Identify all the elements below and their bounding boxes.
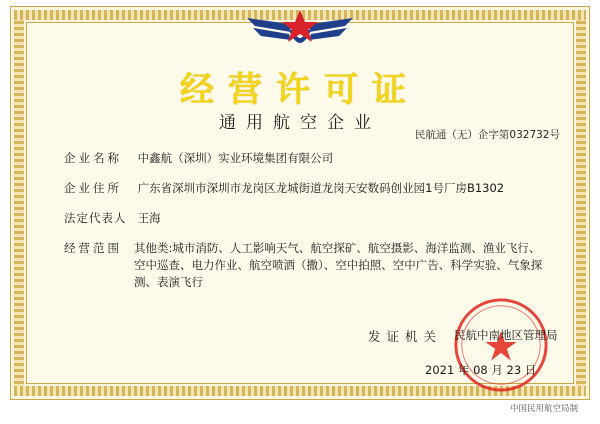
permit-number: 民航通（无）企字第032732号 — [414, 129, 560, 141]
issuer-footer: 中国民用航空局制 — [509, 404, 578, 414]
issue-date: 2021 年 08 月 23 日 — [425, 363, 537, 377]
issuer-value: 民航中南地区管理局 — [454, 328, 558, 342]
field-legal-representative — [64, 210, 161, 226]
field-business-scope — [64, 240, 544, 291]
issuer-label: 发证机关 — [368, 329, 443, 344]
certificate-title: 经营许可证 — [180, 70, 420, 110]
certificate-subtitle: 通用航空企业 — [219, 113, 381, 133]
field-value: 其他类:城市消防、人工影响天气、航空探矿、航空摄影、海洋监测、渔业飞行、空中巡查、电力作业、航空喷洒（撒）、空中拍照、空中广告、科学实验、气象探测、表演飞行 — [134, 241, 543, 289]
field-company-address — [64, 180, 504, 196]
field-label: 企业住所 — [64, 181, 122, 195]
field-value: 广东省深圳市深圳市龙岗区龙城街道龙岗天安数码创业园1号厂房B1302 — [137, 181, 505, 195]
field-label: 法定代表人 — [64, 211, 127, 225]
field-value: 中鑫航（深圳）实业环境集团有限公司 — [137, 151, 334, 165]
caac-wings-emblem-icon — [245, 8, 355, 58]
field-company-name — [64, 150, 333, 166]
field-value: 王海 — [137, 211, 161, 225]
field-label: 企业名称 — [64, 151, 122, 165]
field-label: 经营范围 — [64, 241, 122, 255]
official-seal-icon — [452, 296, 550, 394]
